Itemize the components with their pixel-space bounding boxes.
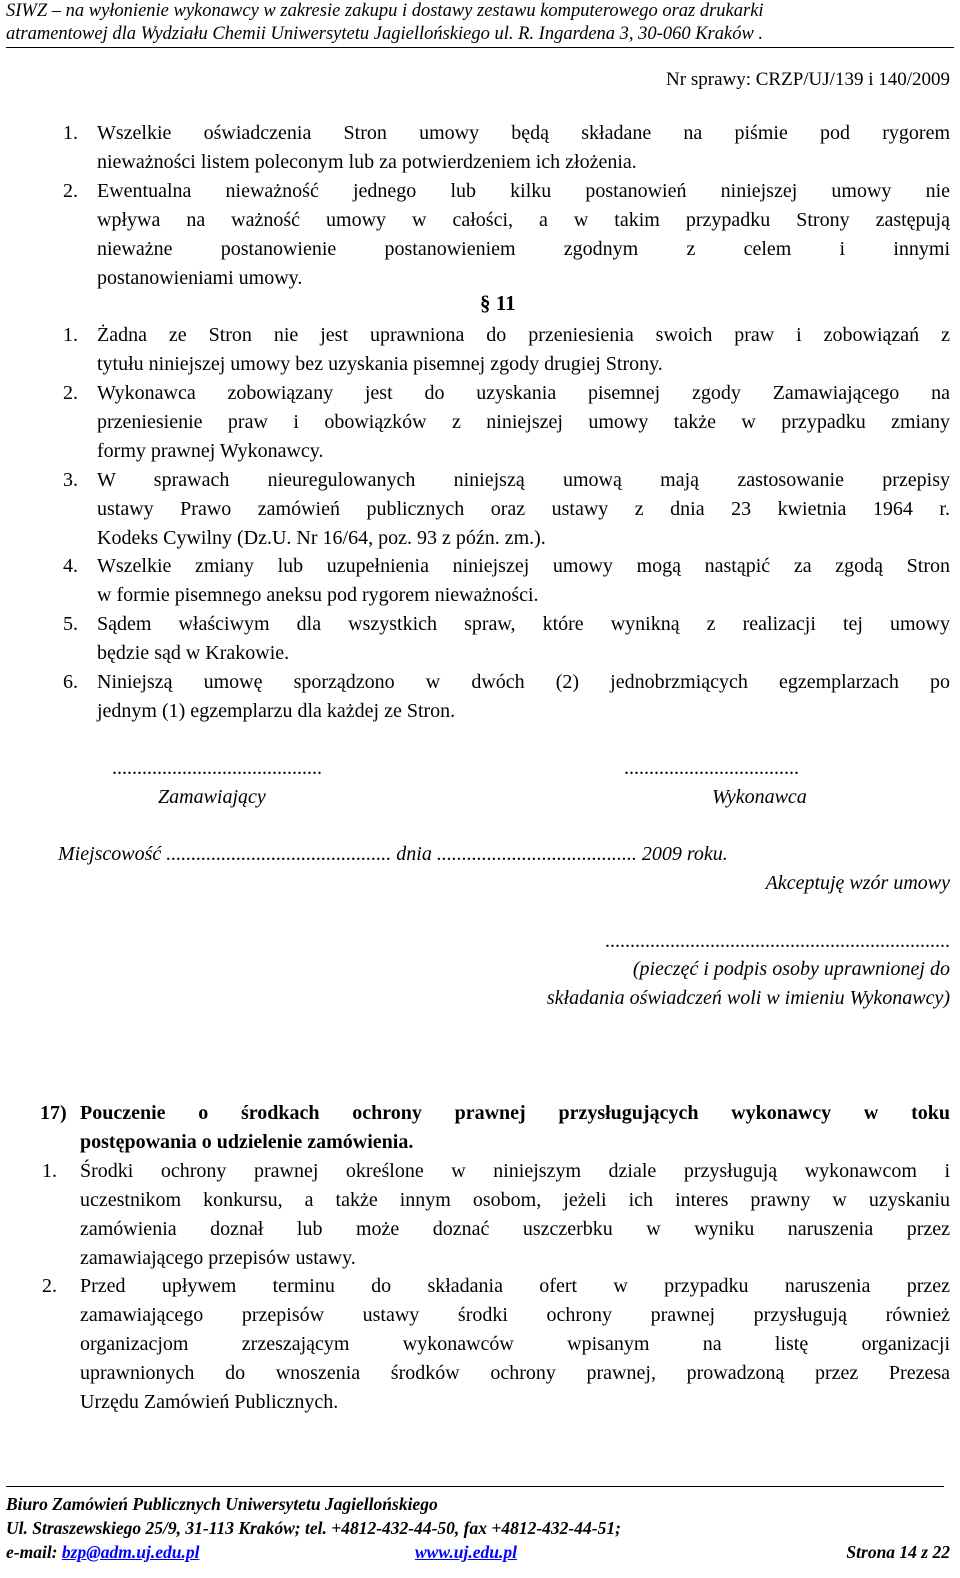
text-line: uprawnionych do wnoszenia środków ochrony prawnej, prowadzoną przez Prezesa xyxy=(80,1362,950,1384)
text-line: postanowieniami umowy. xyxy=(97,267,303,289)
s17-item-1-number: 1. xyxy=(42,1160,57,1182)
text-line: nieważności listem poleconym lub za potwierdzeniem ich złożenia. xyxy=(97,151,637,173)
place-date-line: Miejscowość ............................................. dnia ........................................ 2009 roku. xyxy=(58,843,728,865)
page-number: Strona 14 z 22 xyxy=(846,1542,950,1562)
s11-item-3 xyxy=(97,466,950,553)
section-17-title xyxy=(80,1099,950,1157)
text-line: przeniesienie praw i obowiązków z niniejszej umowy także w przypadku zmiany xyxy=(97,411,950,433)
text-line: Wszelkie zmiany lub uzupełnienia niniejszej umowy mogą nastąpić za zgodą Stron xyxy=(97,555,950,577)
stamp-signature-line: ..................................................................... xyxy=(605,930,950,952)
section-11-title: § 11 xyxy=(480,291,516,315)
case-number: Nr sprawy: CRZP/UJ/139 i 140/2009 xyxy=(666,69,950,90)
text-line: uczestnikom konkursu, a także innym osobom, jeżeli ich interes prawny w uzyskaniu xyxy=(80,1189,950,1211)
accept-template-label: Akceptuję wzór umowy xyxy=(765,872,950,894)
s10-item-2-number: 2. xyxy=(63,180,78,202)
zamawiajacy-label: Zamawiający xyxy=(158,786,266,808)
email-label: e-mail: xyxy=(6,1542,62,1562)
text-line: tytułu niniejszej umowy bez uzyskania pisemnej zgody drugiej Strony. xyxy=(97,353,663,375)
text-line: Niniejszą umowę sporządzono w dwóch (2) jednobrzmiących egzemplarzach po xyxy=(97,671,950,693)
s11-item-4 xyxy=(97,552,950,610)
footer-address: Ul. Straszewskiego 25/9, 31-113 Kraków; tel. +4812-432-44-50, fax +4812-432-44-51; xyxy=(6,1518,621,1538)
footer-divider xyxy=(6,1486,944,1487)
text-line: Środki ochrony prawnej określone w niniejszym dziale przysługują wykonawcom i xyxy=(80,1160,950,1182)
section-17-number: 17) xyxy=(40,1102,67,1124)
stamp-caption-line-2: składania oświadczeń woli w imieniu Wykonawcy) xyxy=(546,987,950,1009)
text-line: ustawy Prawo zamówień publicznych oraz ustawy z dnia 23 kwietnia 1964 r. xyxy=(97,498,950,520)
text-line: jednym (1) egzemplarzu dla każdej ze Stron. xyxy=(97,700,456,722)
text-line: organizacjom zrzeszającym wykonawców wpisanym na listę organizacji xyxy=(80,1333,950,1355)
text-line: formy prawnej Wykonawcy. xyxy=(97,440,324,462)
text-line: W sprawach nieuregulowanych niniejszą umową mają zastosowanie przepisy xyxy=(97,469,950,491)
text-line: zamawiającego przepisów ustawy. xyxy=(80,1247,356,1269)
text-line: będzie sąd w Krakowie. xyxy=(97,642,290,664)
text-line: Żadna ze Stron nie jest uprawniona do przeniesienia swoich praw i zobowiązań z xyxy=(97,324,950,346)
text-line: Wykonawca zobowiązany jest do uzyskania pisemnej zgody Zamawiającego na xyxy=(97,382,950,404)
text-line: wpływa na ważność umowy w całości, a w takim przypadku Strony zastępują xyxy=(97,209,950,231)
stamp-caption-line-1: (pieczęć i podpis osoby uprawnionej do xyxy=(632,958,950,980)
header-line-2: atramentowej dla Wydziału Chemii Uniwersytetu Jagiellońskiego ul. R. Ingardena 3, 30-060 Kraków . xyxy=(6,24,764,44)
text-line: Kodeks Cywilny (Dz.U. Nr 16/64, poz. 93 z późn. zm.). xyxy=(97,527,546,549)
s11-item-3-number: 3. xyxy=(63,469,78,491)
s11-item-2-number: 2. xyxy=(63,382,78,404)
text-line: postępowania o udzielenie zamówienia. xyxy=(80,1131,414,1153)
s11-item-6 xyxy=(97,668,950,726)
s11-item-5-number: 5. xyxy=(63,613,78,635)
header-line-1: SIWZ – na wyłonienie wykonawcy w zakresie zakupu i dostawy zestawu komputerowego oraz drukarki xyxy=(6,1,764,21)
s11-item-5 xyxy=(97,610,950,668)
text-line: zamawiającego przepisów ustawy środki ochrony prawnej przysługują również xyxy=(80,1304,950,1326)
email-link[interactable]: bzp@adm.uj.edu.pl xyxy=(61,1542,200,1562)
s10-item-1-number: 1. xyxy=(63,122,78,144)
s17-item-2 xyxy=(80,1272,950,1417)
text-line: zamówienia doznał lub może doznać uszczerbku w wyniku naruszenia przez xyxy=(80,1218,950,1240)
text-line: nieważne postanowienie postanowieniem zgodnym z celem i innymi xyxy=(97,238,950,260)
text-line: Przed upływem terminu do składania ofert w przypadku naruszenia przez xyxy=(80,1275,950,1297)
wykonawca-signature-line: ................................... xyxy=(624,757,799,779)
s10-item-1 xyxy=(97,119,950,177)
s10-item-2 xyxy=(97,177,950,293)
text-line: Pouczenie o środkach ochrony prawnej przysługujących wykonawcy w toku xyxy=(80,1102,950,1124)
wykonawca-label: Wykonawca xyxy=(712,786,807,808)
footer-office: Biuro Zamówień Publicznych Uniwersytetu Jagiellońskiego xyxy=(6,1494,438,1514)
s11-item-6-number: 6. xyxy=(63,671,78,693)
text-line: Wszelkie oświadczenia Stron umowy będą składane na piśmie pod rygorem xyxy=(97,122,950,144)
zamawiajacy-signature-line: .......................................... xyxy=(112,757,322,779)
s17-item-2-number: 2. xyxy=(42,1275,57,1297)
s11-item-1 xyxy=(97,321,950,379)
s11-item-4-number: 4. xyxy=(63,555,78,577)
text-line: Ewentualna nieważność jednego lub kilku postanowień niniejszej umowy nie xyxy=(97,180,950,202)
header-divider xyxy=(6,47,954,48)
text-line: Sądem właściwym dla wszystkich spraw, które wynikną z realizacji tej umowy xyxy=(97,613,950,635)
website-link[interactable]: www.uj.edu.pl xyxy=(415,1542,517,1562)
text-line: w formie pisemnego aneksu pod rygorem nieważności. xyxy=(97,584,539,606)
s11-item-2 xyxy=(97,379,950,466)
s11-item-1-number: 1. xyxy=(63,324,78,346)
text-line: Urzędu Zamówień Publicznych. xyxy=(80,1391,339,1413)
footer-website xyxy=(415,1540,517,1564)
s17-item-1 xyxy=(80,1157,950,1273)
